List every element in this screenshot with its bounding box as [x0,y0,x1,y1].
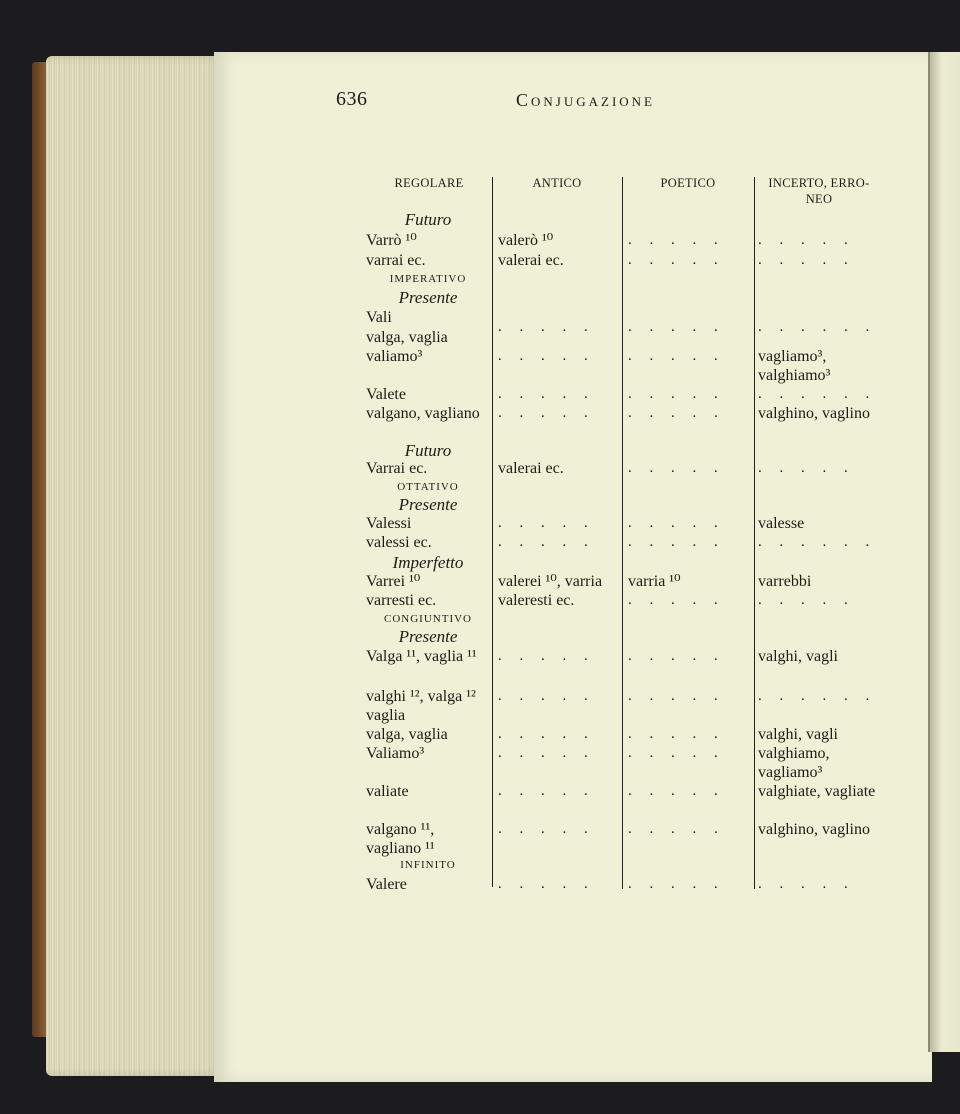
mood-label: IMPERATIVO [389,273,467,285]
column-rule [622,177,623,889]
right-page-edge [928,52,960,1052]
tense-label: Presente [398,627,458,646]
page-number: 636 [336,88,368,110]
column-rule [492,177,493,887]
column-rule [754,177,755,889]
tense-label: Futuro [404,441,452,460]
tense-label: Futuro [404,210,452,229]
header-regolare: REGOLARE [394,176,464,190]
conjugation-table: REGOLARE ANTICO POETICO INCERTO, ERRO- NEO Futuro Varrò ¹⁰ valerò ¹⁰ . . . . . . . . . . varrai ec. valerai ec. . . . . . . . . . . IMPERATIVO Presente Vali valga, vaglia . . . . . . . . . . . . . . . . valiamo³ . . . . . . . . . . vagliamo³, valghiamo³ Valete . . . . . . . . . . . . . . . . valgano, vagliano . . . . . . . . . . valghino, vaglino Futuro Varrai ec. valerai ec. . . . . . . . . . . OTTATIVO Presente Valessi . . . . . . . . . . valesse valessi ec. . . . . . . . . . . . . . . . . Imperfetto Varrei ¹⁰ valerei ¹⁰, varria varria ¹⁰ varrebbi varresti ec. valeresti ec. . . . . . . . . . . CONGIUNTIVO Presente Valga ¹¹, vaglia ¹¹ . . . . . . . . . . valghi, vagli valghi ¹², valga ¹² vaglia . . . . . . . . . . . . . . . . valga, vaglia . . . . . . . . . . valghi, vagli Valiamo³ . . . . . . . . . . valghiamo, vagliamo³ valiate . . . . . . . . . . valghiate, vagliate valgano ¹¹, vagliano ¹¹ . . . . . . . . . . valghino, vaglino INFINITO Valere . . . . . . . . . . . . . . . [366,175,896,900]
tense-label: Presente [398,495,458,514]
tense-label: Presente [398,288,458,307]
mood-label: CONGIUNTIVO [384,613,472,625]
mood-label: INFINITO [400,859,456,871]
page-edges [46,56,222,1076]
header-poetico: POETICO [660,176,716,190]
running-head [336,88,756,116]
header-incerto: INCERTO, ERRO- NEO [768,176,870,206]
header-antico: ANTICO [532,176,582,190]
mood-label: OTTATIVO [397,481,459,493]
tense-label: Imperfetto [392,553,464,572]
running-title: Conjugazione [516,90,655,110]
